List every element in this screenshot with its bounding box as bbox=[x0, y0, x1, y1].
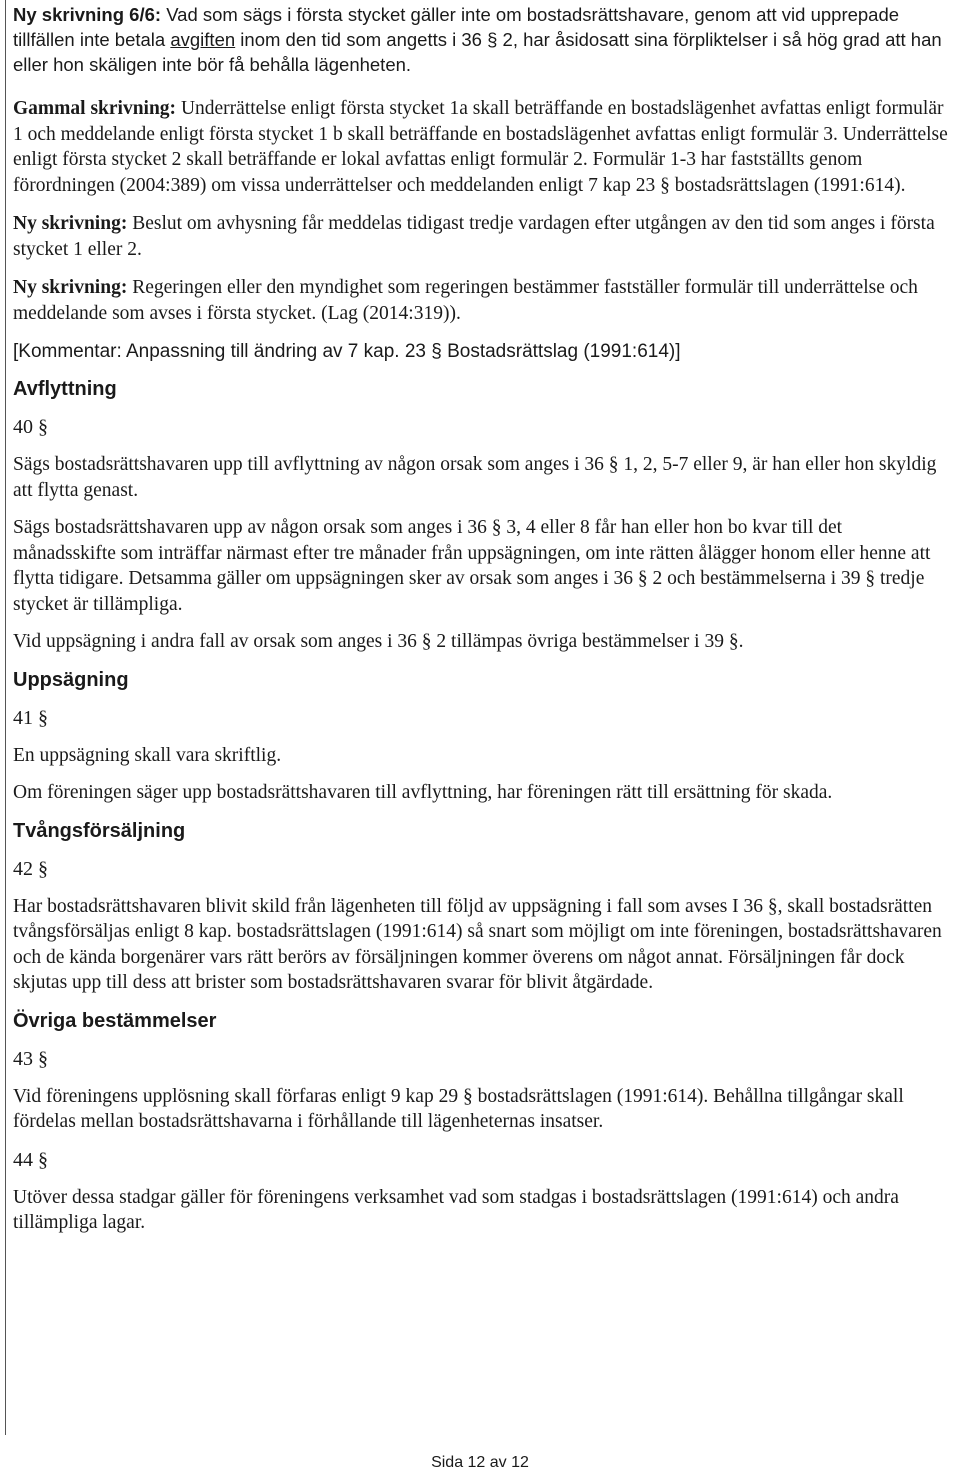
heading-tvangsforsaljning: Tvångsförsäljning bbox=[13, 819, 186, 842]
gammal-label: Gammal skrivning: bbox=[13, 98, 177, 119]
section-number-40: 40 § bbox=[13, 416, 48, 438]
uppsagning-p1: En uppsägning skall vara skriftlig. bbox=[13, 744, 282, 766]
heading-avflyttning: Avflyttning bbox=[13, 378, 117, 400]
gammal-paragraph bbox=[13, 96, 948, 198]
ny2-paragraph bbox=[13, 275, 948, 326]
intro-label: Ny skrivning 6/6: bbox=[13, 4, 162, 25]
intro-paragraph bbox=[13, 2, 948, 77]
intro-text-1: Vad som sägs i första stycket gäller inte om bostadsrättshavare, genom att vid upprepade tillfällen inte betala bbox=[13, 4, 900, 50]
heading-uppsagning: Uppsägning bbox=[13, 668, 129, 691]
ny1-text: Beslut om avhysning får meddelas tidigast tredje vardagen efter utgången av den tid som anges i första stycket 1 eller 2. bbox=[13, 213, 935, 260]
tvangsforsaljning-p1: Har bostadsrättshavaren blivit skild från lägenheten till följd av uppsägning i fall som avses I 36 §, skall bostadsrätten tvångsförsäljas enligt 8 kap. bostadsrättslagen (1991:614) så snart som möjligt om inte föreningen, bostadsrättshavaren och de kända borgenärer vars rätt berörs av försäljningen kommer överens om något annat. Försäljningen får dock skjutas upp till dess att brister som bostadsrättshavaren svarar för blivit åtgärdade. bbox=[13, 895, 942, 993]
avgiften-link[interactable]: avgiften bbox=[170, 29, 236, 50]
section-number-43: 43 § bbox=[13, 1047, 48, 1070]
ny2-label: Ny skrivning: bbox=[13, 277, 128, 298]
ny2-text: Regeringen eller den myndighet som regeringen bestämmer fastställer formulär till underrättelse och meddelande som avses i första stycket. (Lag (2014:319)). bbox=[13, 277, 918, 324]
gammal-text: Underrättelse enligt första stycket 1a skall beträffande en bostadslägenhet avfattas enligt formulär 1 och meddelande enligt första stycket 1 b skall beträffande en bostadslägenhet avfattas enligt formulär 3. Underrättelse enligt första stycket 2 skall beträffande er lokal avfattas enligt formulär 2. Formulär 1-3 har fastställts genom förordningen (2004:389) om vissa underrättelser och meddelanden enligt 7 kap 23 § bostadsrättslagen (1991:614). bbox=[13, 98, 948, 196]
intro-text-2: inom den tid som angetts i 36 § 2, har åsidosatt sina förpliktelser i så hög grad att han eller hon skäligen inte bör få behålla lägenheten. bbox=[13, 29, 942, 75]
ny1-paragraph bbox=[13, 211, 948, 262]
ovriga-p1: Vid föreningens upplösning skall förfaras enligt 9 kap 29 § bostadsrättslagen (1991:614). Behållna tillgångar skall fördelas mellan bostadsrättshavarna i förhållande till lägenheternas insatser. bbox=[13, 1085, 904, 1132]
comment-note: [Kommentar: Anpassning till ändring av 7 kap. 23 § Bostadsrättslag (1991:614)] bbox=[13, 341, 681, 362]
avflyttning-p3: Vid uppsägning i andra fall av orsak som anges i 36 § 2 tillämpas övriga bestämmelser i 39 §. bbox=[13, 631, 744, 652]
section-number-44: 44 § bbox=[13, 1148, 48, 1171]
ny1-label: Ny skrivning: bbox=[13, 213, 128, 234]
heading-ovriga: Övriga bestämmelser bbox=[13, 1009, 217, 1032]
document-body bbox=[13, 2, 948, 1236]
section-number-41: 41 § bbox=[13, 706, 48, 729]
avflyttning-p1: Sägs bostadsrättshavaren upp till avflyttning av någon orsak som anges i 36 § 1, 2, 5-7 eller 9, är han eller hon skyldig att flytta genast. bbox=[13, 454, 937, 501]
margin-rule bbox=[5, 0, 6, 1435]
avflyttning-p2: Sägs bostadsrättshavaren upp av någon orsak som anges i 36 § 3, 4 eller 8 får han eller hon bo kvar till det månadsskifte som inträffar närmast efter tre månader från uppsägningen, om inte rätten ålägger honom eller henne att flytta tidigare. Detsamma gäller om uppsägningen sker av orsak som anges i 36 § 2 och bestämmelserna i 39 § tredje stycket är tillämpliga. bbox=[13, 517, 931, 615]
ovriga-p2: Utöver dessa stadgar gäller för föreningens verksamhet vad som stadgas i bostadsrättslagen (1991:614) och andra tillämpliga lagar. bbox=[13, 1186, 899, 1233]
section-number-42: 42 § bbox=[13, 857, 48, 880]
page-footer: Sida 12 av 12 bbox=[431, 1454, 529, 1471]
uppsagning-p2: Om föreningen säger upp bostadsrättshavaren till avflyttning, har föreningen rätt till ersättning för skada. bbox=[13, 782, 833, 803]
